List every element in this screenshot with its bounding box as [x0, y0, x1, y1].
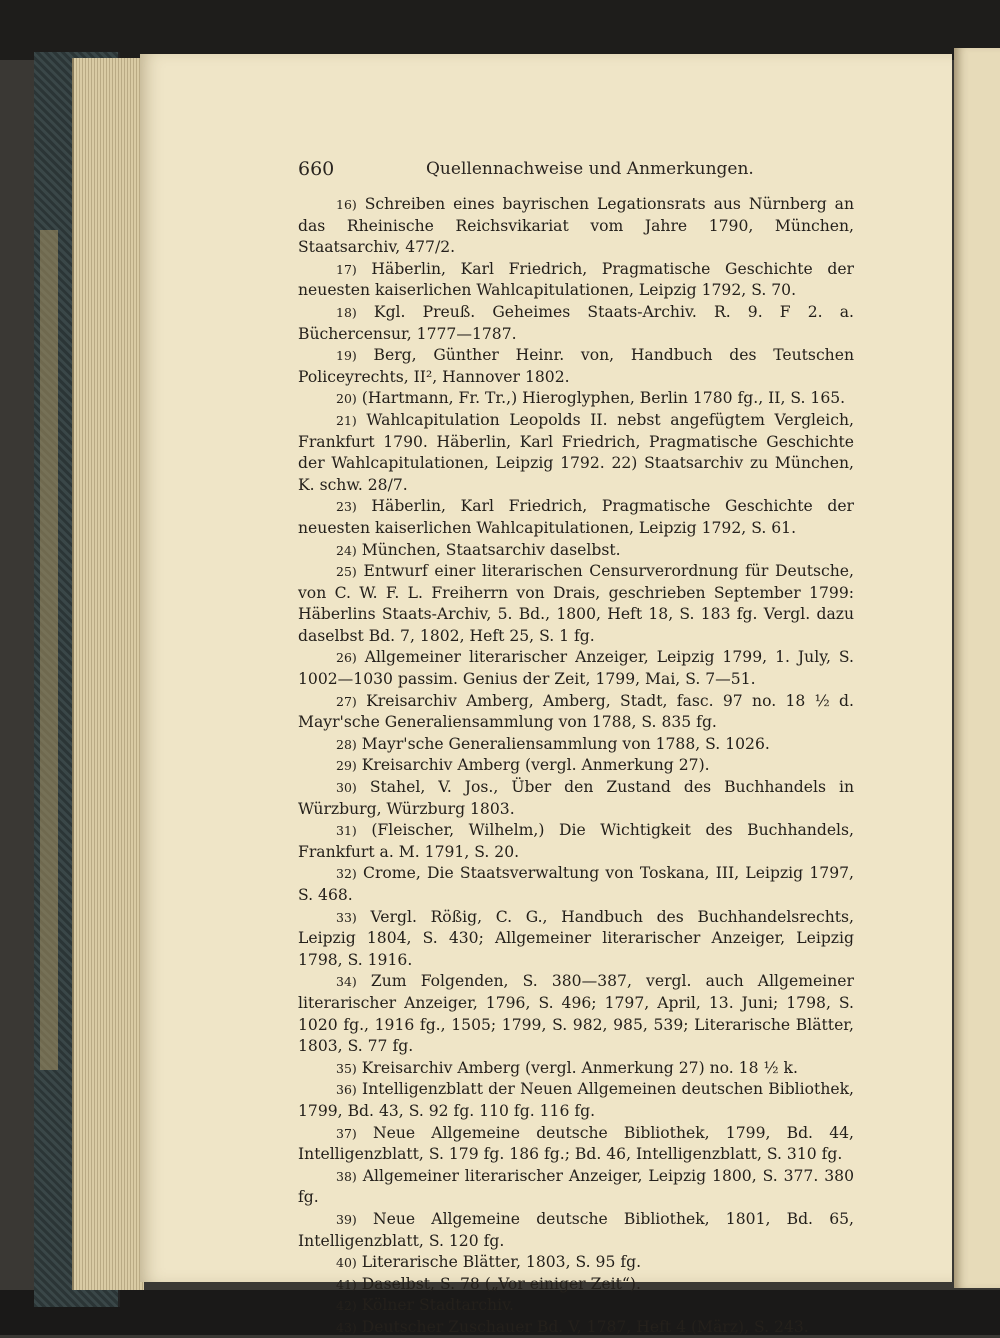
footnote-number: 16): [336, 197, 357, 212]
footnote-number: 43): [336, 1319, 357, 1335]
footnote: [298, 863, 854, 906]
footnote-text: Allgemeiner literarischer Anzeiger, Leipzig 1800, S. 377. 380 fg.: [298, 1166, 854, 1207]
page-number: 660: [298, 158, 335, 180]
footnote-number: 28): [336, 736, 357, 752]
cover-binding-strip: [40, 230, 58, 1070]
footnote: [298, 194, 854, 259]
footnote-number: 30): [336, 780, 357, 796]
footnote-number: 18): [336, 304, 357, 320]
footnote-number: 35): [336, 1060, 357, 1076]
footnote: [298, 734, 854, 756]
footnote: [298, 1058, 854, 1080]
page-header: [298, 158, 854, 186]
running-title: Quellennachweise und Anmerkungen.: [426, 159, 754, 179]
footnote: [298, 388, 854, 410]
footnote-number: 21): [336, 412, 357, 428]
footnote: [298, 410, 854, 496]
footnote-text: Kreisarchiv Amberg, Amberg, Stadt, fasc. 97 no. 18 ½ d. Mayr'sche Generaliensammlung von 1788, S. 835 fg.: [298, 691, 854, 732]
footnote: [298, 1209, 854, 1252]
footnote-text: Mayr'sche Generaliensammlung von 1788, S. 1026.: [361, 734, 770, 753]
footnote-text: Häberlin, Karl Friedrich, Pragmatische Geschichte der neuesten kaiserlichen Wahlcapitulationen, Leipzig 1792, S. 70.: [298, 259, 855, 300]
footnote: [298, 647, 854, 690]
footnote-number: 26): [336, 650, 357, 666]
footnote-number: 31): [336, 823, 357, 839]
footnote-list: [298, 194, 854, 1338]
footnote-text: Allgemeiner literarischer Anzeiger, Leipzig 1799, 1. July, S. 1002—1030 passim. Genius der Zeit, 1799, Mai, S. 7—51.: [298, 648, 854, 689]
footnote-number: 25): [336, 564, 357, 580]
footnote-number: 17): [336, 261, 357, 277]
footnote-number: 20): [336, 391, 357, 407]
footnote-text: Zum Folgenden, S. 380—387, vergl. auch Allgemeiner literarischer Anzeiger, 1796, S. 496; 1797, April, 13. Juni; 1798, S. 1020 fg., 1916 fg., 1505; 1799, S. 982, 985, 539; Literarische Blätter, 1803, S. 77 fg.: [298, 972, 854, 1056]
footnote-text: (Fleischer, Wilhelm,) Die Wichtigkeit des Buchhandels, Frankfurt a. M. 1791, S. 20.: [298, 821, 854, 861]
footnote-text: Neue Allgemeine deutsche Bibliothek, 1801, Bd. 65, Intelligenzblatt, S. 120 fg.: [298, 1209, 854, 1250]
footnote-number: 27): [336, 693, 357, 709]
footnote-number: 33): [336, 909, 357, 925]
footnote-number: 37): [336, 1125, 357, 1141]
footnote-number: 42): [336, 1298, 357, 1314]
footnote-number: 34): [336, 974, 357, 990]
footnote-number: 32): [336, 866, 357, 882]
footnote-text: Neue Allgemeine deutsche Bibliothek, 1799, Bd. 44, Intelligenzblatt, S. 179 fg. 186 fg.; Bd. 46, Intelligenzblatt, S. 310 fg.: [298, 1123, 854, 1164]
footnote-number: 41): [336, 1276, 357, 1292]
footnote-number: 29): [336, 758, 357, 774]
footnote-text: (Hartmann, Fr. Tr.,) Hieroglyphen, Berlin 1780 fg., II, S. 165.: [361, 389, 846, 408]
footnote: [298, 1166, 854, 1209]
footnote-text: Kreisarchiv Amberg (vergl. Anmerkung 27) no. 18 ½ k.: [361, 1058, 798, 1077]
footnote-text: Crome, Die Staatsverwaltung von Toskana, III, Leipzig 1797, S. 468.: [298, 864, 854, 904]
footnote-number: 36): [336, 1082, 357, 1098]
footnote-text: München, Staatsarchiv daselbst.: [361, 540, 621, 559]
footnote: [298, 1295, 854, 1317]
footnote: [298, 777, 854, 820]
footnote-text: Kreisarchiv Amberg (vergl. Anmerkung 27).: [361, 756, 710, 775]
footnote-number: 39): [336, 1211, 357, 1227]
footnote: [298, 561, 854, 647]
footnote: [298, 1079, 854, 1122]
footnote: [298, 971, 854, 1057]
footnote: [298, 496, 854, 539]
footnote: [298, 755, 854, 777]
footnote-text: Berg, Günther Heinr. von, Handbuch des Teutschen Policeyrechts, II², Hannover 1802.: [298, 346, 854, 386]
footnote-text: Kölner Stadtarchiv.: [361, 1296, 514, 1315]
footnote-number: 23): [336, 499, 357, 515]
footnote-number: 38): [336, 1168, 357, 1184]
footnote: [298, 1274, 854, 1296]
page-block-edges: [72, 58, 144, 1290]
footnote: [298, 691, 854, 734]
footnote: [298, 302, 854, 345]
facing-page-edge: [954, 48, 1000, 1288]
footnote-text: Stahel, V. Jos., Über den Zustand des Buchhandels in Würzburg, Würzburg 1803.: [298, 778, 854, 818]
background-top: [0, 0, 1000, 60]
footnote: [298, 820, 854, 863]
footnote-text: Entwurf einer literarischen Censurverordnung für Deutsche, von C. W. F. L. Freiherrn von Drais, geschrieben September 1799: Häberlins Staats-Archiv, 5. Bd., 1800, Heft 18, S. 183 fg. Vergl. dazu daselbst Bd. 7, 1802, Heft 25, S. 1 fg.: [298, 562, 854, 645]
footnote-text: Vergl. Rößig, C. G., Handbuch des Buchhandelsrechts, Leipzig 1804, S. 430; Allgemeiner literarischer Anzeiger, Leipzig 1798, S. 1916.: [298, 907, 854, 969]
footnote-text: Schreiben eines bayrischen Legationsrats aus Nürnberg an das Rheinische Reichsvikariat vom Jahre 1790, München, Staatsarchiv, 477/2.: [298, 195, 854, 257]
footnote-number: 19): [336, 348, 357, 364]
footnote-number: 24): [336, 542, 357, 558]
footnote-text: Intelligenzblatt der Neuen Allgemeinen deutschen Bibliothek, 1799, Bd. 43, S. 92 fg. 110 fg. 116 fg.: [298, 1080, 854, 1120]
footnote: [298, 540, 854, 562]
footnote-text: Kgl. Preuß. Geheimes Staats-Archiv. R. 9. F 2. a. Büchercensur, 1777—1787.: [298, 302, 854, 343]
footnote: [298, 907, 854, 972]
footnote-text: Deutscher Zuschauer Bd. V, 1787, Heft 4 (März), S. 243.: [361, 1317, 809, 1336]
footnote: [298, 1123, 854, 1166]
footnote-text: Häberlin, Karl Friedrich, Pragmatische Geschichte der neuesten kaiserlichen Wahlcapitulationen, Leipzig 1792, S. 61.: [298, 497, 855, 537]
footnote: [298, 259, 854, 302]
footnote: [298, 1252, 854, 1274]
footnote-number: 40): [336, 1255, 357, 1271]
footnote: [298, 345, 854, 388]
footnote-text: Daselbst, S. 78 („Vor einiger Zeit“).: [361, 1274, 641, 1293]
footnote-text: Wahlcapitulation Leopolds II. nebst angefügtem Vergleich, Frankfurt 1790. Häberlin, Karl Friedrich, Pragmatische Geschichte der Wahlcapitulationen, Leipzig 1792. 22) Staatsarchiv zu München, K. schw. 28/7.: [298, 410, 854, 494]
footnote-text: Literarische Blätter, 1803, S. 95 fg.: [361, 1253, 642, 1272]
